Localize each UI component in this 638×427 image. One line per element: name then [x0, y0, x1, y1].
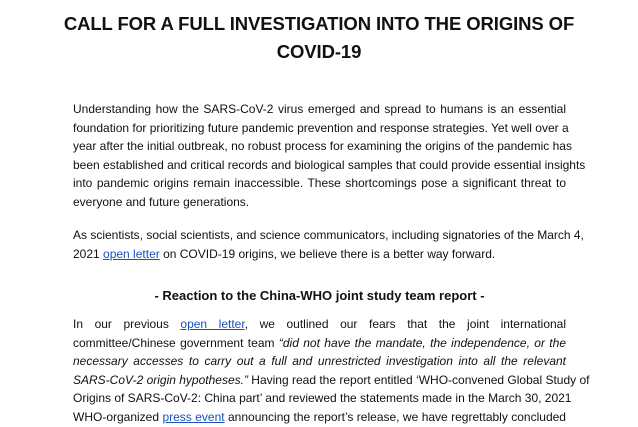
text-line — [73, 371, 590, 390]
quote-fragment: necessary accesses to carry out a full and unrestricted investigation into all the relevant — [73, 354, 566, 369]
section-heading: - Reaction to the China-WHO joint study team report - — [154, 288, 485, 303]
quote-fragment: “did not have the mandate, the independence, or the — [278, 335, 566, 350]
open-letter-link-2[interactable]: open letter — [180, 317, 245, 331]
text-fragment: Having read the report entitled ‘WHO-convened Global Study of — [247, 372, 590, 387]
press-event-link[interactable]: press event — [162, 409, 225, 424]
text-fragment: on COVID-19 origins, we believe there is a better way forward. — [159, 246, 496, 261]
text-fragment: WHO-organized — [73, 409, 163, 424]
title-line-2: COVID-19 — [276, 41, 362, 62]
paragraph-scientists — [73, 226, 584, 263]
quote-fragment: SARS-CoV-2 origin hypotheses.” — [73, 372, 248, 387]
text-line-with-link — [73, 245, 566, 264]
text-line: Understanding how the SARS-CoV-2 virus emerged and spread to humans is an essential — [73, 102, 566, 116]
text-line: everyone and future generations. — [73, 194, 250, 209]
text-line — [73, 352, 566, 371]
text-line: been established and critical records and biological samples that could provide essential insights — [73, 157, 586, 172]
document-title — [60, 12, 578, 36]
paragraph-intro — [73, 100, 586, 212]
text-line: As scientists, social scientists, and science communicators, including signatories of the March 4, — [73, 228, 584, 242]
text-fragment: announcing the report’s release, we have regrettably concluded — [224, 409, 566, 424]
text-line: foundation for prioritizing future pandemic prevention and response strategies. Yet well over a — [73, 120, 569, 135]
text-fragment: In our previous — [73, 317, 181, 331]
text-line-with-link — [73, 315, 566, 334]
text-fragment: committee/Chinese government team — [73, 335, 279, 350]
text-line: into pandemic origins remain inaccessible. These shortcomings pose a significant threat to — [73, 176, 566, 191]
text-fragment: , we outlined our fears that the joint international — [244, 317, 567, 331]
text-line — [73, 334, 566, 353]
document-title-continued — [60, 40, 578, 64]
paragraph-reaction — [73, 315, 590, 427]
open-letter-link[interactable]: open letter — [103, 246, 160, 261]
text-line-with-link — [73, 408, 566, 427]
text-line: Origins of SARS-CoV-2: China part’ and reviewed the statements made in the March 30, 2021 — [73, 391, 572, 406]
text-line: year after the initial outbreak, no robust process for examining the origins of the pandemic has — [73, 139, 572, 154]
text-fragment: 2021 — [73, 246, 104, 261]
title-line-1: CALL FOR A FULL INVESTIGATION INTO THE ORIGINS OF — [63, 13, 575, 34]
